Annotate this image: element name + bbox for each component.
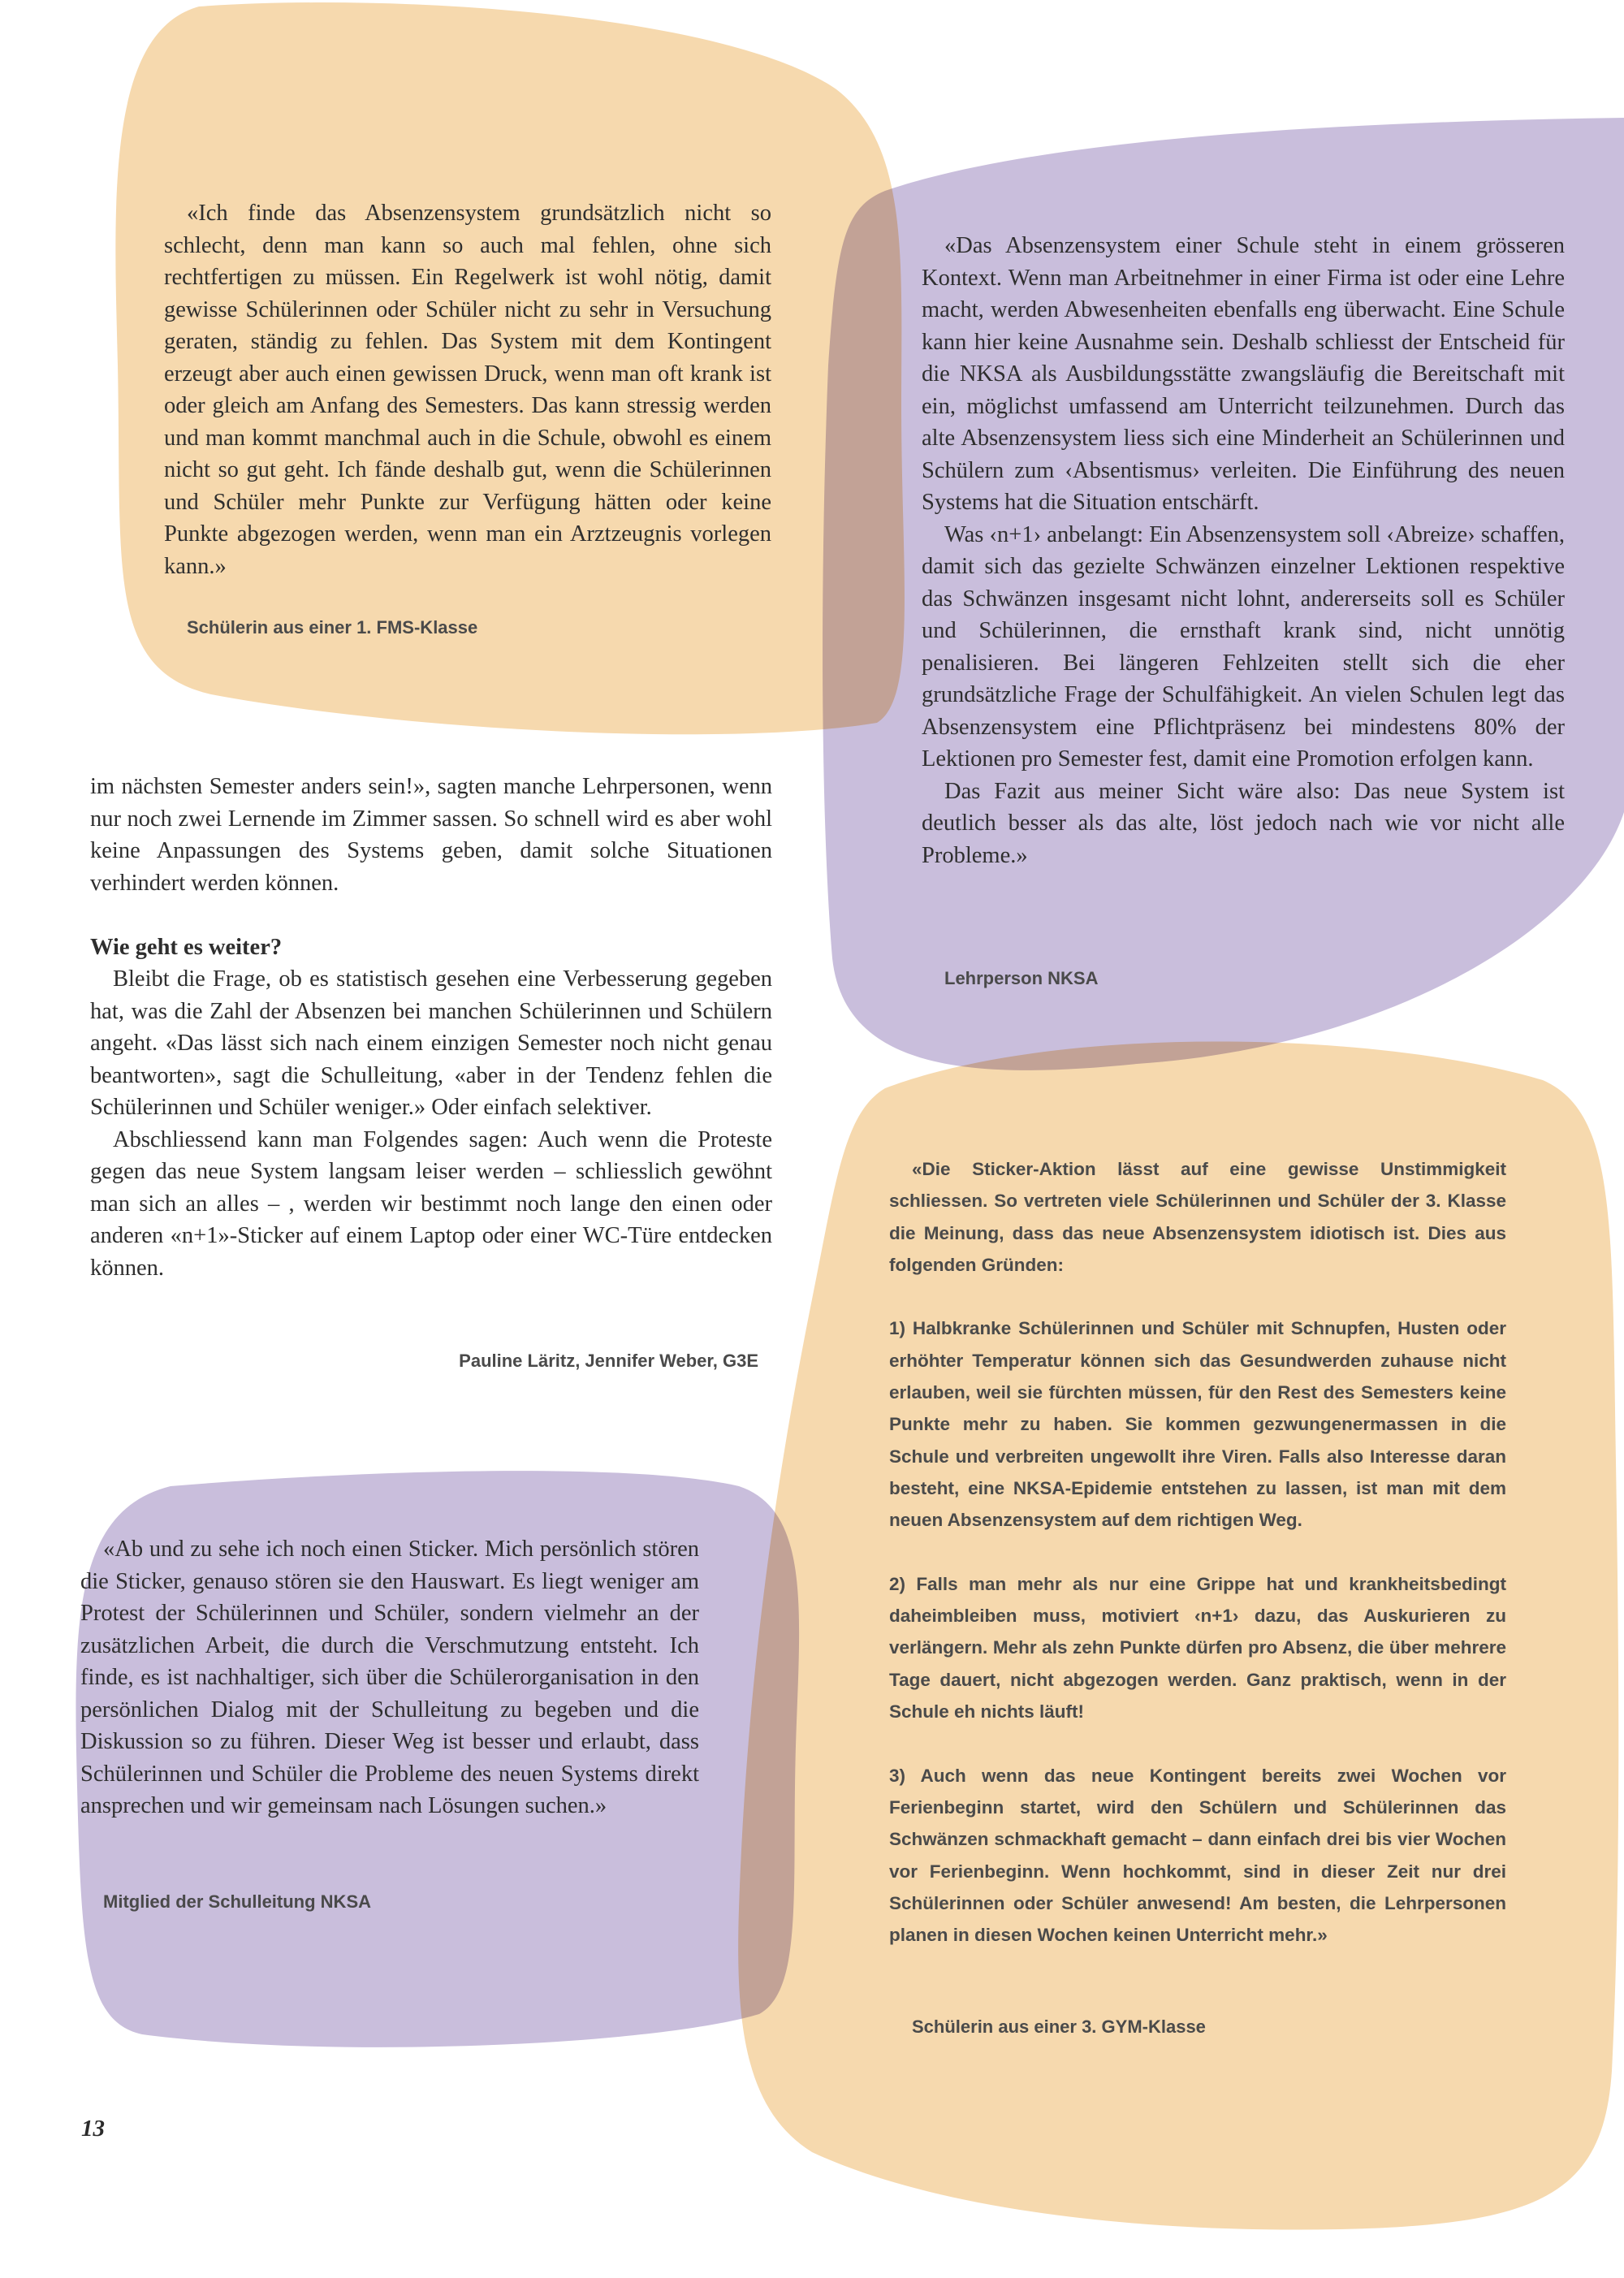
article-body xyxy=(90,771,772,1284)
quote-2-paragraph-2: Was ‹n+1› anbelangt: Ein Absenzensystem soll ‹Abreize› schaffen, damit sich das gezielte Schwänzen einzelner Lektionen respektive das Schwänzen insgesamt nicht lohnt, andererseits soll es Schüler und Schülerinnen, die ernsthaft krank sind, nicht unnötig penalisieren. Bei längeren Fehlzeiten stellt sich die eher grundsätzliche Frage der Schulfähigkeit. An vielen Schulen legt das Absenzensystem eine Pflichtpräsenz bei mindestens 80% der Lektionen pro Semester fest, damit eine Promotion erfolgen kann. xyxy=(922,521,1565,772)
quote-2-paragraph-1: «Das Absenzensystem einer Schule steht in einem grösseren Kontext. Wenn man Arbeitnehmer in einer Firma ist oder eine Lehre macht, werden Abwesenheiten ebenfalls eng überwacht. Eine Schule kann hier keine Ausnahme sein. Deshalb schliesst der Entscheid für die NKSA als Ausbildungsstätte zwangsläufig die Bereitschaft mit ein, möglichst umfassend am Unterricht teilzunehmen. Durch das alte Absenzensystem liess sich eine Minderheit an Schülerinnen und Schülern zum ‹Absentismus› verleiten. Die Einführung des neuen Systems hat die Situation entschärft. xyxy=(922,233,1565,515)
page-number: 13 xyxy=(81,2116,105,2142)
quote-1-text: «Ich finde das Absenzensystem grundsätzlich nicht so schlecht, denn man kann so auch mal fehlen, ohne sich rechtfertigen zu müssen. Ein Regelwerk ist wohl nötig, damit gewisse Schülerinnen oder Schüler nicht zu sehr in Versuchung geraten, ständig zu fehlen. Das System mit dem Kontingent erzeugt aber auch einen gewissen Druck, wenn man oft krank ist oder gleich am Anfang des Semesters. Das kann stressig werden und man kommt manchmal auch in die Schule, obwohl es einem nicht so gut geht. Ich fände deshalb gut, wenn die Schülerinnen und Schüler mehr Punkte zur Verfügung hätten oder keine Punkte abgezogen werden, wenn man ein Arztzeugnis vorlegen kann.» xyxy=(164,201,771,579)
quote-4-author: Schülerin aus einer 3. GYM-Klasse xyxy=(912,2016,1206,2037)
quote-4-point-2: 2) Falls man mehr als nur eine Grippe hat und krankheitsbedingt daheimbleiben muss, motiviert ‹n+1› dazu, das Auskurieren zu verlängern. Mehr als zehn Punkte dürfen pro Absenz, die über mehrere Tage dauert, nicht abgezogen werden. Ganz praktisch, wenn in der Schule eh nichts läuft! xyxy=(889,1573,1506,1723)
quote-4-intro: «Die Sticker-Aktion lässt auf eine gewisse Unstimmigkeit schliessen. So vertreten viele Schülerinnen und Schüler der 3. Klasse die Meinung, dass das neue Absenzensystem idiotisch ist. Dies aus folgenden Gründen: xyxy=(889,1159,1506,1275)
section-heading: Wie geht es weiter? xyxy=(90,934,283,960)
quote-3-text: «Ab und zu sehe ich noch einen Sticker. Mich persönlich stören die Sticker, genauso stören sie den Hauswart. Es liegt weniger am Protest der Schülerinnen und Schüler, sondern vielmehr an der zusätzlichen Arbeit, die durch die Verschmutzung entsteht. Ich finde, es ist nachhaltiger, sich über die Schülerorganisation in den persönlichen Dialog mit der Schulleitung zu begeben und die Diskussion so zu führen. Dieser Weg ist besser und erlaubt, dass Schülerinnen und Schüler die Probleme des neuen Systems direkt ansprechen und wir gemeinsam nach Lösungen suchen.» xyxy=(80,1537,699,1818)
article-paragraph-1: Bleibt die Frage, ob es statistisch gesehen eine Verbesserung gegeben hat, was die Zahl der Absenzen bei manchen Schülerinnen und Schülern angeht. «Das lässt sich nach einem einzigen Semester noch nicht genau beantworten», sagt die Schulleitung, «aber in der Tendenz fehlen die Schülerinnen und Schüler weniger.» Oder einfach selektiver. xyxy=(90,966,772,1120)
article-continued-paragraph: im nächsten Semester anders sein!», sagten manche Lehrpersonen, wenn nur noch zwei Lernende im Zimmer sassen. So schnell wird es aber wohl keine Anpassungen des Systems geben, damit solche Situationen verhindert werden können. xyxy=(90,774,772,896)
quote-4-point-1: 1) Halbkranke Schülerinnen und Schüler mit Schnupfen, Husten oder erhöhter Temperatur können sich das Gesundwerden zuhause nicht erlauben, weil sie fürchten müssen, für den Rest des Semesters keine Punkte mehr zu haben. Sie kommen gezwungenermassen in die Schule und verbreiten ungewollt ihre Viren. Falls also Interesse daran besteht, eine NKSA-Epidemie entstehen zu lassen, ist man mit dem neuen Absenzensystem auf dem richtigen Weg. xyxy=(889,1318,1506,1531)
quote-2-author: Lehrperson NKSA xyxy=(944,968,1099,988)
quote-2-paragraph-3: Das Fazit aus meiner Sicht wäre also: Das neue System ist deutlich besser als das alte, löst jedoch nach wie vor nicht alle Probleme.» xyxy=(922,778,1565,868)
quote-3-author: Mitglied der Schulleitung NKSA xyxy=(103,1891,372,1912)
article-authors: Pauline Läritz, Jennifer Weber, G3E xyxy=(459,1351,758,1371)
quote-2-text xyxy=(922,230,1565,871)
quote-4-point-3: 3) Auch wenn das neue Kontingent bereits zwei Wochen vor Ferienbeginn startet, wird den Schülern und Schülerinnen das Schwänzen schmackhaft gemacht – dann einfach drei bis vier Wochen vor Ferienbeginn. Wenn hochkommt, sind in dieser Zeit nur drei Schülerinnen oder Schüler anwesend! Am besten, die Lehrpersonen planen in diesen Wochen keinen Unterricht mehr.» xyxy=(889,1765,1506,1946)
article-paragraph-2: Abschliessend kann man Folgendes sagen: Auch wenn die Proteste gegen das neue System langsam leiser werden – schliesslich gewöhnt man sich an alles – , werden wir bestimmt noch lange den einen oder anderen «n+1»-Sticker auf einem Laptop oder einer WC-Türe entdecken können. xyxy=(90,1126,772,1281)
quote-1-author: Schülerin aus einer 1. FMS-Klasse xyxy=(187,617,478,638)
quote-4-text xyxy=(889,1153,1506,1951)
